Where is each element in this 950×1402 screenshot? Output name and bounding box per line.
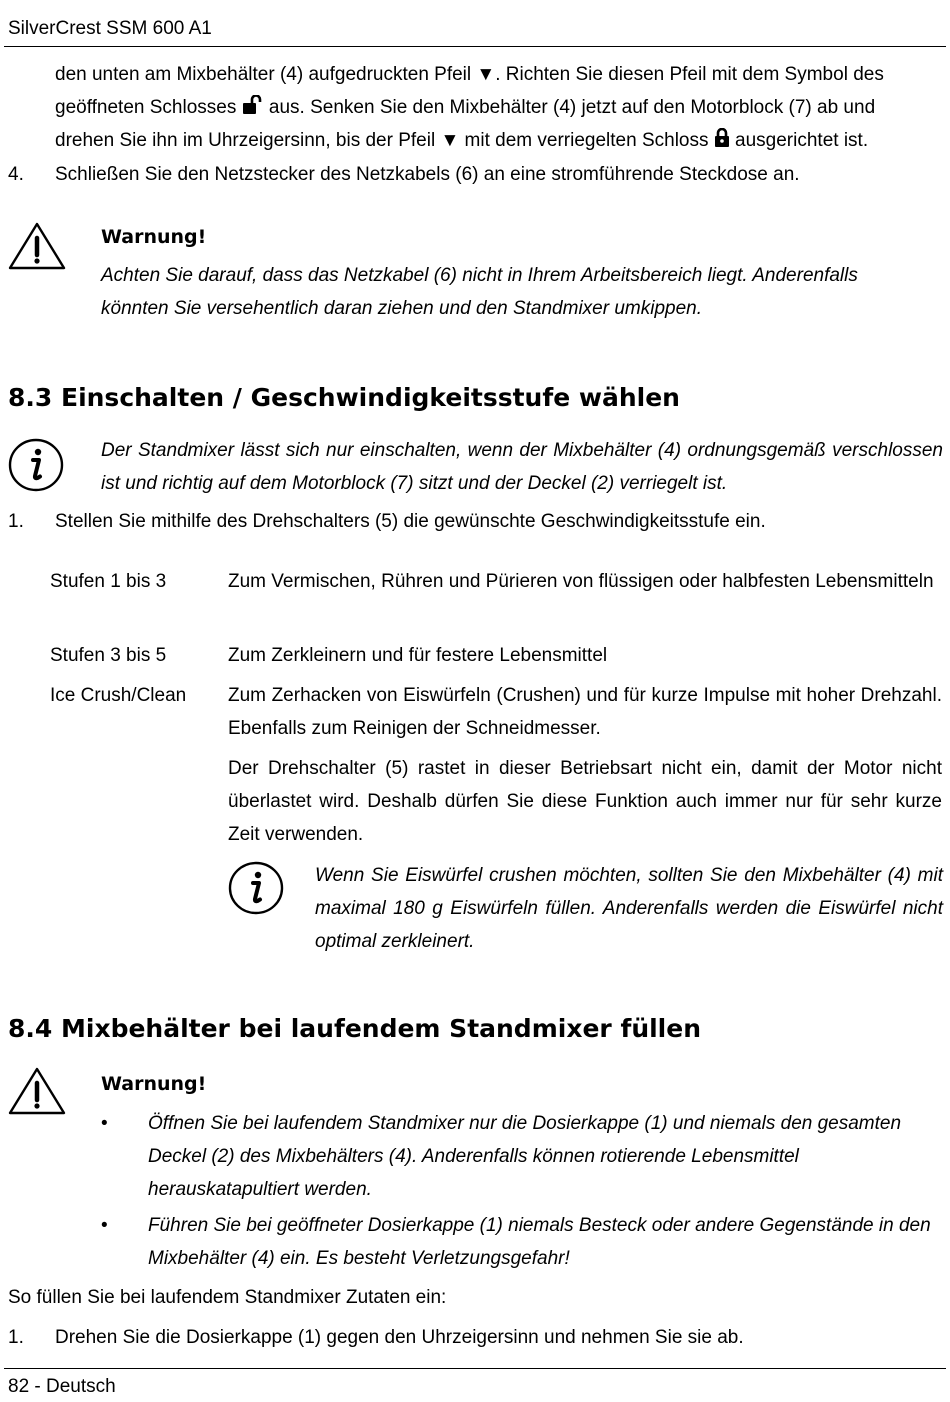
warning-title: Warnung! [101, 226, 207, 248]
info-icon [227, 860, 285, 922]
info-icon [7, 437, 65, 499]
section-heading-8-3: 8.3 Einschalten / Geschwindigkeitsstufe wählen [8, 383, 680, 412]
setting-description: Zum Vermischen, Rühren und Pürieren von flüssigen oder halbfesten Lebensmitteln [228, 571, 934, 592]
page-footer: 82 - Deutsch [8, 1376, 116, 1397]
step-number: 1. [8, 511, 24, 532]
step-text: Drehen Sie die Dosierkappe (1) gegen den Uhrzeigersinn und nehmen Sie sie ab. [55, 1327, 744, 1348]
intro-line-3a: drehen Sie ihn im Uhrzeigersinn, bis der Pfeil ▼ mit dem verriegelten Schloss [55, 130, 709, 151]
info-note: Der Standmixer lässt sich nur einschalten, wenn der Mixbehälter (4) ordnungsgemäß verschlossen ist und richtig auf dem Motorblock (7) sitzt und der Deckel (2) verriegelt ist. [101, 440, 943, 494]
page-header-title: SilverCrest SSM 600 A1 [8, 18, 212, 39]
locked-padlock-icon [714, 126, 730, 159]
footer-rule [4, 1368, 946, 1369]
setting-extra-note: Der Drehschalter (5) rastet in dieser Betriebsart nicht ein, damit der Motor nicht überlastet wird. Deshalb dürfen Sie diese Funktion auch immer nur für sehr kurze Zeit verwenden. [228, 758, 942, 845]
intro-line-2b: aus. Senken Sie den Mixbehälter (4) jetzt auf den Motorblock (7) ab und [263, 97, 876, 118]
warning-triangle-icon [7, 221, 67, 277]
setting-label: Stufen 3 bis 5 [50, 645, 167, 666]
instruction-lead: So füllen Sie bei laufendem Standmixer Zutaten ein: [8, 1287, 447, 1308]
warning-triangle-icon [7, 1066, 67, 1122]
setting-label: Stufen 1 bis 3 [50, 571, 167, 592]
warning-title: Warnung! [101, 1073, 207, 1095]
setting-label: Ice Crush/Clean [50, 685, 187, 706]
warning-text: Achten Sie darauf, dass das Netzkabel (6) nicht in Ihrem Arbeitsbereich liegt. Anderenfalls könnten Sie versehentlich daran ziehen und den Standmixer umkippen. [101, 265, 858, 319]
intro-line-2 [55, 91, 875, 126]
step-number: 1. [8, 1327, 24, 1348]
bullet-dot: • [101, 1215, 108, 1236]
unlocked-padlock-icon [242, 93, 264, 126]
bullet-dot: • [101, 1113, 108, 1134]
header-rule [4, 46, 946, 47]
step-text: Stellen Sie mithilfe des Drehschalters (5) die gewünschte Geschwindigkeitsstufe ein. [55, 511, 766, 532]
intro-line-1: den unten am Mixbehälter (4) aufgedruckten Pfeil ▼. Richten Sie diesen Pfeil mit dem Symbol des [55, 64, 884, 85]
setting-description: Zum Zerkleinern und für festere Lebensmittel [228, 645, 608, 666]
intro-line-2a: geöffneten Schlosses [55, 97, 237, 118]
setting-description: Zum Zerhacken von Eiswürfeln (Crushen) und für kurze Impulse mit hoher Drehzahl. Ebenfalls zum Reinigen der Schneidmesser. [228, 685, 942, 739]
info-note: Wenn Sie Eiswürfel crushen möchten, sollten Sie den Mixbehälter (4) mit maximal 180 g Eiswürfeln füllen. Anderenfalls werden die Eiswürfel nicht optimal zerkleinert. [315, 865, 943, 952]
step-text: Schließen Sie den Netzstecker des Netzkabels (6) an eine stromführende Steckdose an. [55, 164, 800, 185]
warning-bullet: Öffnen Sie bei laufendem Standmixer nur die Dosierkappe (1) und niemals den gesamten Deckel (2) des Mixbehälters (4). Anderenfalls können rotierende Lebensmittel herauskatapultiert werden. [148, 1113, 902, 1200]
step-number: 4. [8, 164, 24, 185]
intro-line-3 [55, 124, 868, 159]
section-heading-8-4: 8.4 Mixbehälter bei laufendem Standmixer füllen [8, 1014, 702, 1043]
intro-line-3b: ausgerichtet ist. [729, 130, 869, 151]
warning-bullet: Führen Sie bei geöffneter Dosierkappe (1) niemals Besteck oder andere Gegenstände in den Mixbehälter (4) ein. Es besteht Verletzungsgefahr! [148, 1215, 931, 1269]
